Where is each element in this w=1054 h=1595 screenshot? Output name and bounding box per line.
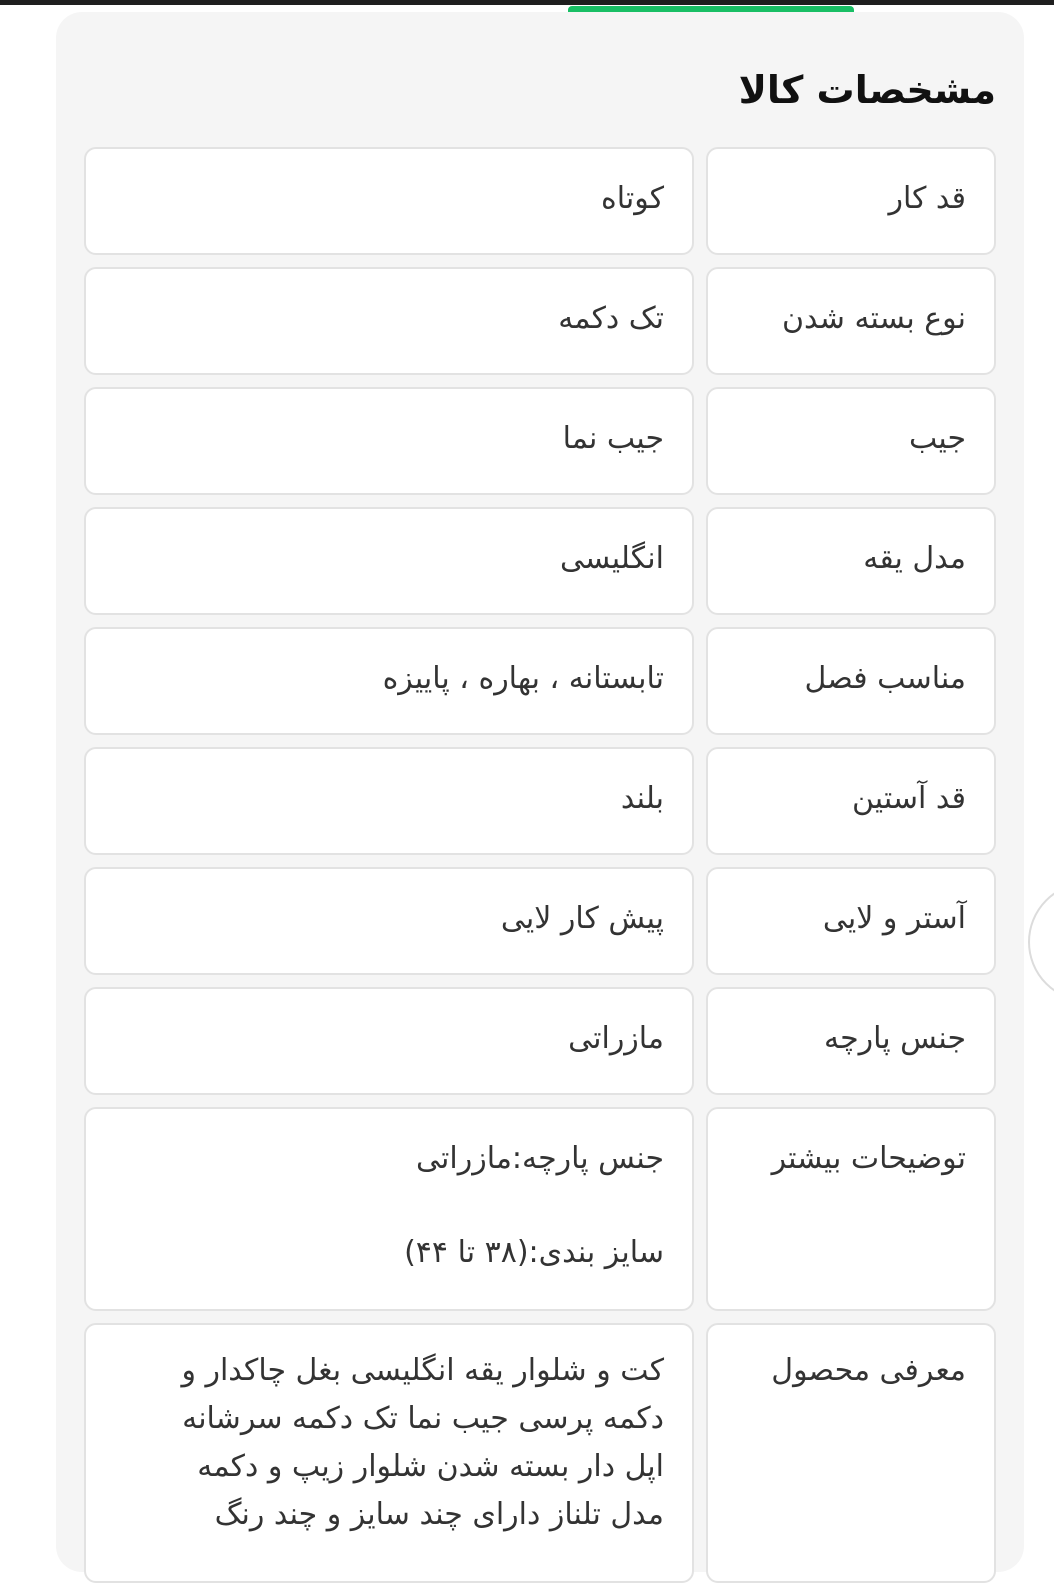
spec-value: تک دکمه [84, 267, 694, 375]
spec-row-season [84, 627, 996, 735]
spec-row-lining [84, 867, 996, 975]
section-title: مشخصات کالا [738, 68, 996, 112]
spec-key: مناسب فصل [706, 627, 996, 735]
spec-key: نوع بسته شدن [706, 267, 996, 375]
spec-value: کوتاه [84, 147, 694, 255]
spec-value: مازراتی [84, 987, 694, 1095]
spec-value: بلند [84, 747, 694, 855]
spec-key: معرفی محصول [706, 1323, 996, 1583]
spec-row-length [84, 147, 996, 255]
spec-key: جیب [706, 387, 996, 495]
product-specs-card [56, 12, 1024, 1572]
spec-row-more-details [84, 1107, 996, 1311]
top-status-bar [0, 0, 1054, 5]
intro-line: دکمه پرسی جیب نما تک دکمه سرشانه [182, 1401, 664, 1436]
detail-line-sizing: سایز بندی:(۳۸ تا ۴۴) [404, 1235, 664, 1270]
intro-line: کت و شلوار یقه انگلیسی بغل چاکدار و [181, 1353, 664, 1388]
intro-line: اپل دار بسته شدن شلوار زیپ و دکمه [197, 1449, 664, 1484]
spec-key: جنس پارچه [706, 987, 996, 1095]
spec-key: قد آستین [706, 747, 996, 855]
intro-line: مدل تلناز دارای چند سایز و چند رنگ [214, 1497, 664, 1532]
spec-list [84, 147, 996, 1595]
spec-row-sleeve-length [84, 747, 996, 855]
spec-value: پیش کار لایی [84, 867, 694, 975]
spec-key: آستر و لایی [706, 867, 996, 975]
spec-value [84, 1323, 694, 1583]
spec-row-pocket [84, 387, 996, 495]
spec-value [84, 1107, 694, 1311]
spec-value: تابستانه ، بهاره ، پاییزه [84, 627, 694, 735]
detail-line-fabric: جنس پارچه:مازراتی [416, 1141, 664, 1176]
spec-key: قد کار [706, 147, 996, 255]
spec-value: جیب نما [84, 387, 694, 495]
floating-side-button[interactable] [1028, 882, 1054, 1002]
spec-row-product-intro [84, 1323, 996, 1583]
spec-row-collar [84, 507, 996, 615]
spec-row-fabric [84, 987, 996, 1095]
spec-key: مدل یقه [706, 507, 996, 615]
spec-row-closure-type [84, 267, 996, 375]
spec-value: انگلیسی [84, 507, 694, 615]
spec-key: توضیحات بیشتر [706, 1107, 996, 1311]
